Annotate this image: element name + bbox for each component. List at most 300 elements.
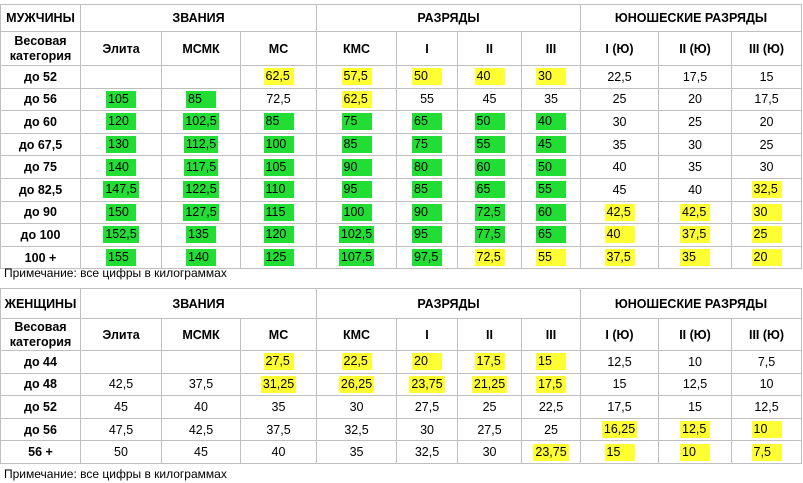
value-text: 12,5	[607, 354, 632, 369]
value-cell	[522, 111, 581, 134]
value-text: 12,5	[682, 377, 708, 392]
value-cell	[162, 373, 241, 396]
value-text: 20	[752, 249, 782, 266]
value-cell	[458, 156, 522, 179]
value-text: 130	[106, 136, 136, 153]
value-text: 120	[264, 226, 294, 243]
weight-category: до 67,5	[1, 133, 81, 156]
value-cell	[522, 201, 581, 224]
value-cell	[317, 111, 397, 134]
value-text: 40	[612, 160, 627, 175]
value-cell	[81, 133, 162, 156]
value-text: 7,5	[757, 354, 776, 369]
value-text: 12,5	[754, 399, 779, 414]
women-row	[1, 396, 802, 419]
value-cell	[581, 178, 659, 201]
value-cell	[522, 133, 581, 156]
value-text: 122,5	[185, 182, 217, 197]
value-cell	[581, 351, 659, 374]
men-col-weight	[1, 32, 81, 66]
value-text: 20	[759, 114, 774, 129]
value-cell	[581, 66, 659, 89]
value-text: 30	[536, 68, 566, 85]
women-standards-table	[0, 288, 802, 464]
value-cell	[659, 246, 732, 269]
men-group-youth: ЮНОШЕСКИЕ РАЗРЯДЫ	[581, 5, 802, 32]
value-cell	[458, 201, 522, 224]
value-text: 85	[342, 136, 372, 153]
men-row	[1, 111, 802, 134]
men-col-1: I	[397, 32, 458, 66]
value-cell	[458, 224, 522, 247]
value-text: 75	[412, 136, 442, 153]
value-cell	[317, 133, 397, 156]
men-row	[1, 88, 802, 111]
value-cell	[732, 111, 802, 134]
value-text: 40	[688, 182, 702, 197]
value-text: 117,5	[185, 159, 217, 174]
value-text: 37,5	[605, 249, 635, 266]
value-cell	[732, 133, 802, 156]
value-cell	[241, 111, 317, 134]
value-text: 50	[475, 113, 505, 130]
weight-category: до 75	[1, 156, 81, 179]
value-cell	[522, 351, 581, 374]
value-cell	[241, 351, 317, 374]
value-text: 25	[759, 137, 774, 152]
value-cell	[659, 133, 732, 156]
value-text: 27,5	[414, 399, 440, 414]
value-text: 55	[420, 92, 434, 107]
men-section-title: МУЖЧИНЫ	[1, 5, 81, 32]
value-text: 27,5	[477, 422, 502, 437]
value-cell	[732, 201, 802, 224]
value-cell	[659, 88, 732, 111]
value-text: 10	[680, 444, 710, 461]
value-text: 62,5	[342, 91, 372, 108]
value-cell	[81, 418, 162, 441]
value-text: 25	[688, 114, 702, 129]
value-text: 65	[536, 226, 566, 243]
value-cell	[458, 178, 522, 201]
value-text: 60	[475, 159, 505, 176]
value-text: 100	[264, 136, 294, 153]
value-cell	[659, 351, 732, 374]
value-text: 112,5	[185, 137, 217, 152]
value-cell	[732, 418, 802, 441]
value-cell	[241, 224, 317, 247]
value-cell	[522, 156, 581, 179]
value-text: 62,5	[264, 68, 294, 85]
value-cell	[397, 224, 458, 247]
value-text: 7,5	[752, 444, 782, 461]
value-cell	[397, 351, 458, 374]
men-row	[1, 201, 802, 224]
women-col-2y: II (Ю)	[659, 319, 732, 351]
women-col-3y: III (Ю)	[732, 319, 802, 351]
women-col-elite: Элита	[81, 319, 162, 351]
value-text: 15	[605, 444, 635, 461]
value-text: 12,5	[680, 421, 710, 438]
value-cell	[458, 396, 522, 419]
women-col-weight-label: Весовая категория	[9, 319, 72, 349]
value-text: 17,5	[475, 353, 505, 370]
value-cell	[162, 88, 241, 111]
value-text: 45	[482, 92, 497, 107]
value-cell	[458, 418, 522, 441]
value-text: 15	[612, 377, 627, 392]
value-cell	[458, 246, 522, 269]
value-text: 150	[106, 204, 136, 221]
value-text: 35	[612, 137, 627, 152]
value-text: 95	[412, 226, 442, 243]
value-cell	[241, 201, 317, 224]
value-cell	[522, 246, 581, 269]
value-cell	[732, 224, 802, 247]
value-text: 127,5	[185, 204, 217, 219]
value-text: 32,5	[344, 422, 369, 437]
value-text: 110	[264, 181, 294, 198]
value-text: 45	[536, 136, 566, 153]
value-text: 95	[342, 181, 372, 198]
value-cell	[397, 396, 458, 419]
value-cell	[581, 88, 659, 111]
value-cell	[522, 178, 581, 201]
men-row	[1, 178, 802, 201]
women-col-1y: I (Ю)	[581, 319, 659, 351]
women-row	[1, 373, 802, 396]
value-cell	[81, 201, 162, 224]
value-text: 23,75	[535, 444, 567, 459]
women-group-titles: ЗВАНИЯ	[81, 289, 317, 319]
women-col-msmk: МСМК	[162, 319, 241, 351]
value-cell	[522, 396, 581, 419]
women-note: Примечание: все цифры в килограммах	[4, 467, 227, 481]
value-text: 97,5	[412, 249, 442, 266]
value-text: 35	[680, 249, 710, 266]
value-text: 17,5	[682, 69, 708, 84]
value-text: 77,5	[475, 226, 505, 243]
value-text: 17,5	[607, 399, 632, 414]
women-col-2: II	[458, 319, 522, 351]
value-text: 55	[536, 181, 566, 198]
value-cell	[317, 246, 397, 269]
weight-category: до 56	[1, 418, 81, 441]
weight-category: до 48	[1, 373, 81, 396]
value-cell	[397, 66, 458, 89]
value-cell	[732, 178, 802, 201]
women-row	[1, 418, 802, 441]
value-text: 20	[688, 92, 702, 107]
value-cell	[458, 351, 522, 374]
value-text: 50	[412, 68, 442, 85]
weight-category: 100 +	[1, 246, 81, 269]
value-text: 35	[349, 445, 364, 460]
value-text: 30	[482, 445, 497, 460]
value-text: 40	[536, 113, 566, 130]
value-cell	[162, 201, 241, 224]
men-col-3y: III (Ю)	[732, 32, 802, 66]
value-text: 155	[106, 249, 136, 266]
value-text: 140	[106, 159, 136, 176]
value-cell	[317, 441, 397, 464]
value-text: 35	[688, 160, 702, 175]
value-text: 50	[536, 159, 566, 176]
value-text: 35	[544, 92, 558, 107]
men-col-elite: Элита	[81, 32, 162, 66]
value-cell	[162, 133, 241, 156]
value-text: 20	[412, 353, 442, 370]
value-text: 26,25	[340, 376, 373, 391]
value-text: 15	[536, 353, 566, 370]
value-cell	[81, 441, 162, 464]
value-text: 40	[194, 399, 208, 414]
value-text: 75	[342, 113, 372, 130]
value-text: 17,5	[754, 92, 779, 107]
weight-category: до 60	[1, 111, 81, 134]
value-text: 37,5	[680, 226, 710, 243]
value-cell	[81, 351, 162, 374]
value-cell	[162, 66, 241, 89]
value-text: 35	[271, 399, 286, 414]
value-cell	[397, 441, 458, 464]
value-cell	[317, 418, 397, 441]
value-cell	[162, 111, 241, 134]
value-cell	[458, 133, 522, 156]
value-cell	[581, 418, 659, 441]
value-cell	[732, 88, 802, 111]
value-text: 60	[536, 204, 566, 221]
men-row	[1, 224, 802, 247]
value-text: 90	[342, 159, 372, 176]
value-text: 30	[349, 399, 364, 414]
value-cell	[581, 201, 659, 224]
value-text: 57,5	[342, 68, 372, 85]
value-cell	[241, 88, 317, 111]
men-col-2y: II (Ю)	[659, 32, 732, 66]
value-cell	[397, 88, 458, 111]
value-text: 17,5	[536, 376, 566, 393]
value-cell	[458, 66, 522, 89]
value-cell	[581, 373, 659, 396]
men-col-3: III	[522, 32, 581, 66]
value-text: 25	[752, 226, 782, 243]
value-cell	[162, 396, 241, 419]
value-cell	[659, 111, 732, 134]
value-text: 30	[612, 114, 627, 129]
men-group-titles: ЗВАНИЯ	[81, 5, 317, 32]
value-text: 32,5	[752, 181, 782, 198]
value-text: 107,5	[340, 250, 373, 265]
value-text: 72,5	[475, 204, 505, 221]
value-text: 21,25	[473, 376, 506, 391]
value-text: 10	[759, 377, 774, 392]
value-text: 102,5	[340, 227, 373, 242]
value-text: 37,5	[188, 377, 214, 392]
value-cell	[397, 156, 458, 179]
value-cell	[659, 441, 732, 464]
value-cell	[397, 246, 458, 269]
women-section-title: ЖЕНЩИНЫ	[1, 289, 81, 319]
value-text: 42,5	[108, 377, 134, 392]
value-text: 50	[114, 445, 128, 460]
value-cell	[732, 246, 802, 269]
value-text: 37,5	[266, 422, 291, 437]
value-text: 30	[759, 160, 774, 175]
value-cell	[81, 178, 162, 201]
value-text: 140	[186, 249, 216, 266]
weight-category: до 56	[1, 88, 81, 111]
value-cell	[81, 88, 162, 111]
value-cell	[241, 246, 317, 269]
men-row	[1, 66, 802, 89]
value-cell	[317, 156, 397, 179]
value-cell	[317, 88, 397, 111]
value-text: 27,5	[264, 353, 294, 370]
value-text: 45	[194, 445, 208, 460]
value-cell	[241, 66, 317, 89]
value-cell	[522, 88, 581, 111]
women-col-1: I	[397, 319, 458, 351]
women-col-ms: МС	[241, 319, 317, 351]
value-cell	[581, 133, 659, 156]
value-text: 85	[412, 181, 442, 198]
men-col-ms: МС	[241, 32, 317, 66]
value-cell	[659, 178, 732, 201]
value-text: 85	[264, 113, 294, 130]
value-text: 22,5	[538, 399, 564, 414]
value-cell	[397, 133, 458, 156]
value-text: 105	[106, 91, 136, 108]
value-text: 23,75	[411, 376, 443, 391]
men-row	[1, 133, 802, 156]
value-cell	[732, 373, 802, 396]
value-text: 125	[264, 249, 294, 266]
value-text: 45	[114, 399, 128, 414]
value-text: 55	[475, 136, 505, 153]
value-cell	[397, 111, 458, 134]
value-cell	[522, 373, 581, 396]
value-cell	[162, 156, 241, 179]
value-cell	[317, 178, 397, 201]
value-text: 22,5	[607, 69, 632, 84]
value-cell	[81, 156, 162, 179]
value-cell	[732, 441, 802, 464]
weight-category: до 52	[1, 396, 81, 419]
value-cell	[522, 66, 581, 89]
value-cell	[522, 418, 581, 441]
value-cell	[81, 373, 162, 396]
value-text: 100	[342, 204, 372, 221]
value-cell	[317, 66, 397, 89]
men-group-ranks: РАЗРЯДЫ	[317, 5, 581, 32]
value-cell	[732, 351, 802, 374]
value-cell	[397, 418, 458, 441]
value-text: 65	[475, 181, 505, 198]
value-cell	[162, 224, 241, 247]
value-text: 30	[420, 422, 434, 437]
value-cell	[732, 156, 802, 179]
men-col-1y: I (Ю)	[581, 32, 659, 66]
value-cell	[581, 396, 659, 419]
value-cell	[458, 373, 522, 396]
value-text: 65	[412, 113, 442, 130]
value-cell	[241, 373, 317, 396]
value-cell	[659, 224, 732, 247]
value-text: 32,5	[414, 445, 440, 460]
value-cell	[81, 396, 162, 419]
value-cell	[241, 156, 317, 179]
value-cell	[317, 373, 397, 396]
weight-category: до 52	[1, 66, 81, 89]
value-cell	[241, 396, 317, 419]
value-cell	[732, 66, 802, 89]
value-text: 30	[688, 137, 702, 152]
value-text: 42,5	[188, 422, 214, 437]
value-text: 40	[475, 68, 505, 85]
value-text: 105	[264, 159, 294, 176]
value-text: 55	[536, 249, 566, 266]
value-text: 15	[688, 399, 702, 414]
value-cell	[162, 418, 241, 441]
value-cell	[581, 441, 659, 464]
value-text: 42,5	[680, 204, 710, 221]
value-text: 47,5	[108, 422, 134, 437]
value-text: 90	[412, 204, 442, 221]
weight-category: до 44	[1, 351, 81, 374]
value-text: 80	[412, 159, 442, 176]
women-row	[1, 441, 802, 464]
value-cell	[458, 441, 522, 464]
value-text: 31,25	[262, 376, 295, 391]
value-cell	[162, 441, 241, 464]
value-text: 25	[544, 422, 558, 437]
value-cell	[317, 201, 397, 224]
value-text: 120	[106, 113, 136, 130]
value-cell	[317, 224, 397, 247]
value-text: 40	[271, 445, 286, 460]
value-cell	[659, 396, 732, 419]
value-text: 72,5	[266, 92, 291, 107]
value-cell	[81, 224, 162, 247]
men-note: Примечание: все цифры в килограммах	[4, 266, 227, 280]
value-cell	[397, 178, 458, 201]
value-cell	[659, 201, 732, 224]
value-cell	[162, 351, 241, 374]
value-cell	[162, 178, 241, 201]
value-text: 115	[264, 204, 294, 221]
women-col-3: III	[522, 319, 581, 351]
value-cell	[522, 224, 581, 247]
women-col-weight	[1, 319, 81, 351]
value-text: 25	[612, 92, 627, 107]
value-cell	[522, 441, 581, 464]
value-cell	[581, 111, 659, 134]
value-text: 40	[605, 226, 635, 243]
value-cell	[317, 351, 397, 374]
value-cell	[241, 133, 317, 156]
value-text: 72,5	[475, 249, 505, 266]
women-col-kms: КМС	[317, 319, 397, 351]
value-cell	[659, 156, 732, 179]
value-cell	[81, 66, 162, 89]
value-text: 135	[186, 226, 216, 243]
value-cell	[241, 418, 317, 441]
men-col-msmk: МСМК	[162, 32, 241, 66]
value-text: 45	[612, 182, 627, 197]
value-cell	[581, 246, 659, 269]
men-col-kms: КМС	[317, 32, 397, 66]
